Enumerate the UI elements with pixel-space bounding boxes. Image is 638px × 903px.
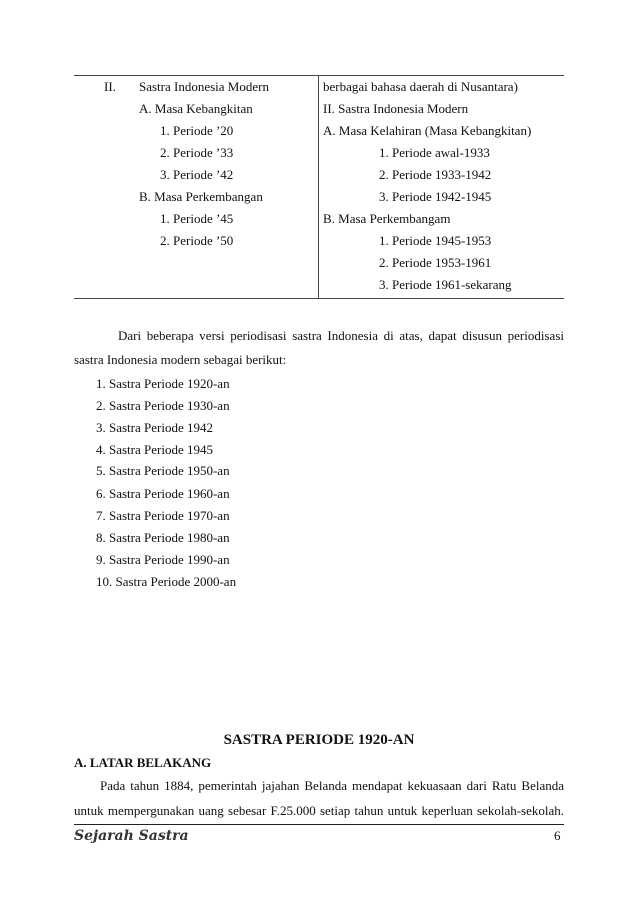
page-number: 6	[554, 828, 561, 843]
table-left-b-item: 1. Periode ’45	[160, 211, 234, 226]
table-right-sub-b: B. Masa Perkembangam	[323, 211, 451, 226]
table-right-a-item: 2. Periode 1933-1942	[379, 167, 492, 182]
table-left-a-item: 2. Periode ’33	[160, 145, 234, 160]
period-list-item: 2. Sastra Periode 1930-an	[96, 398, 230, 413]
period-list-item: 5. Sastra Periode 1950-an	[96, 463, 230, 478]
table-right-sub-a: A. Masa Kelahiran (Masa Kebangkitan)	[323, 123, 532, 138]
table-left-numeral: II.	[104, 79, 116, 94]
footer-rule	[74, 824, 564, 825]
table-column-divider	[318, 75, 319, 299]
period-list-item: 1. Sastra Periode 1920-an	[96, 376, 230, 391]
table-left-sub-b: B. Masa Perkembangan	[139, 189, 263, 204]
section-paragraph-line-2-text: untuk mempergunakan uang sebesar F.25.000 setiap tahun untuk keperluan sekolah-sekolah.	[74, 803, 564, 818]
section-title: SASTRA PERIODE 1920-AN	[223, 732, 415, 748]
period-list-item: 8. Sastra Periode 1980-an	[96, 530, 230, 545]
table-right-a-item: 3. Periode 1942-1945	[379, 189, 492, 204]
period-list-item: 7. Sastra Periode 1970-an	[96, 508, 230, 523]
intro-line-1-text: Dari beberapa versi periodisasi sastra Indonesia di atas, dapat disusun periodisasi	[118, 328, 564, 343]
period-list-item: 4. Sastra Periode 1945	[96, 442, 213, 457]
footer-book-title: Sejarah Sastra	[74, 828, 189, 844]
section-paragraph-line-1	[74, 778, 564, 794]
table-left-b-item: 2. Periode ’50	[160, 233, 234, 248]
table-right-heading: II. Sastra Indonesia Modern	[323, 101, 469, 116]
table-right-b-item: 1. Periode 1945-1953	[379, 233, 492, 248]
table-left-a-item: 1. Periode ’20	[160, 123, 234, 138]
table-left-a-item: 3. Periode ’42	[160, 167, 234, 182]
period-list-item: 3. Sastra Periode 1942	[96, 420, 213, 435]
section-paragraph-line-2	[74, 803, 564, 819]
intro-line-2: sastra Indonesia modern sebagai berikut:	[74, 352, 287, 367]
intro-line-1	[74, 328, 564, 344]
period-list-item: 6. Sastra Periode 1960-an	[96, 486, 230, 501]
table-top-border	[74, 75, 564, 76]
section-paragraph-line-1-text: Pada tahun 1884, pemerintah jajahan Belanda mendapat kekuasaan dari Ratu Belanda	[100, 778, 564, 793]
table-right-b-item: 2. Periode 1953-1961	[379, 255, 492, 270]
period-list-item: 9. Sastra Periode 1990-an	[96, 552, 230, 567]
table-right-b-item: 3. Periode 1961-sekarang	[379, 277, 512, 292]
table-right-line1: berbagai bahasa daerah di Nusantara)	[323, 79, 518, 94]
table-left-heading: Sastra Indonesia Modern	[139, 79, 269, 94]
table-left-sub-a: A. Masa Kebangkitan	[139, 101, 253, 116]
period-list-item: 10. Sastra Periode 2000-an	[96, 574, 237, 589]
table-bottom-border	[74, 298, 564, 299]
table-right-a-item: 1. Periode awal-1933	[379, 145, 490, 160]
section-subheading: A. LATAR BELAKANG	[74, 755, 212, 770]
